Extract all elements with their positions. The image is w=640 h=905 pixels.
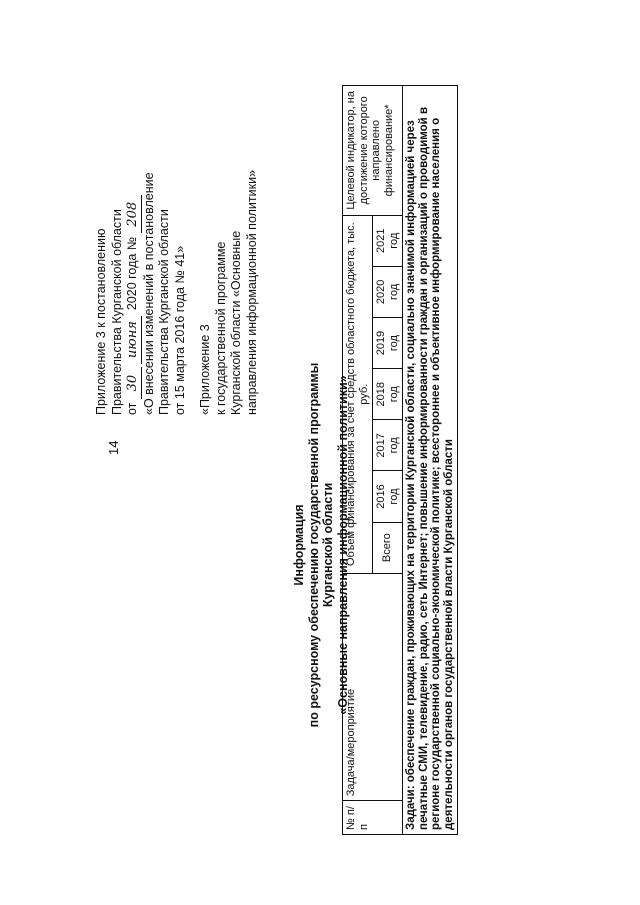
approval-line-5: Правительства Курганской области [157, 209, 171, 415]
table-header-row-1 [343, 86, 373, 835]
appendix3-line-1: «Приложение 3 [198, 324, 212, 415]
table-row-tasks [403, 86, 458, 835]
handwritten-decree-number: 208 [125, 195, 142, 233]
appendix3-line-4: направления информационной политики» [244, 169, 259, 415]
approval-line-6: от 15 марта 2016 года № 41» [172, 245, 187, 415]
header-year: 2017 год [373, 420, 403, 471]
handwritten-date-day: 30 [125, 367, 142, 399]
appendix3-line-3: Курганской области «Основные [229, 230, 243, 415]
heading-line-3: «Основные направления информационной политики» [335, 375, 350, 715]
header-funding: Объем финансирования за счет средств областного бюджета, тыс. руб. [343, 215, 373, 573]
heading-line-2: по ресурсному обеспечению государственной программы Курганской области [306, 362, 335, 728]
header-num: № п/п [343, 801, 403, 835]
approval-line-4: «О внесении изменений в постановление [141, 172, 156, 415]
page-number: 14 [106, 440, 121, 455]
header-task: Задача/мероприятие [343, 573, 403, 801]
approval-line-2: Правительства Курганской области [109, 209, 124, 415]
handwritten-date-month: июня [125, 316, 142, 364]
heading-title: Информация [292, 504, 306, 586]
funding-table [342, 85, 458, 835]
date-prefix: от [125, 402, 139, 415]
tasks-text: Задачи: обеспечение граждан, проживающих на территории Курганской области, социально значимой информацией через печатные СМИ, телевидение, радио, сеть Интернет; повышение информированности граждан и организаций о проводимой в регионе государственной социально-экономической политике; всестороннее и объективное информирование населения о деятельности органов государственной власти Курганской области [403, 86, 458, 835]
header-total: Всего [373, 522, 403, 573]
header-year: 2016 год [373, 471, 403, 522]
rotated-page-content [80, 0, 640, 905]
header-year: 2020 год [373, 266, 403, 317]
approval-line-1: Приложение 3 к постановлению [94, 228, 108, 415]
appendix3-block [198, 65, 260, 415]
header-year: 2019 год [373, 317, 403, 368]
approval-date-line [125, 65, 142, 415]
header-indicator: Целевой индикатор, на достижение которого направлено финансирование* [343, 86, 403, 216]
approval-block [94, 65, 188, 415]
date-year-text: 2020 года № [125, 236, 139, 311]
appendix3-line-2: к государственной программе [213, 241, 228, 415]
header-year: 2018 год [373, 369, 403, 420]
header-year: 2021 год [373, 215, 403, 266]
